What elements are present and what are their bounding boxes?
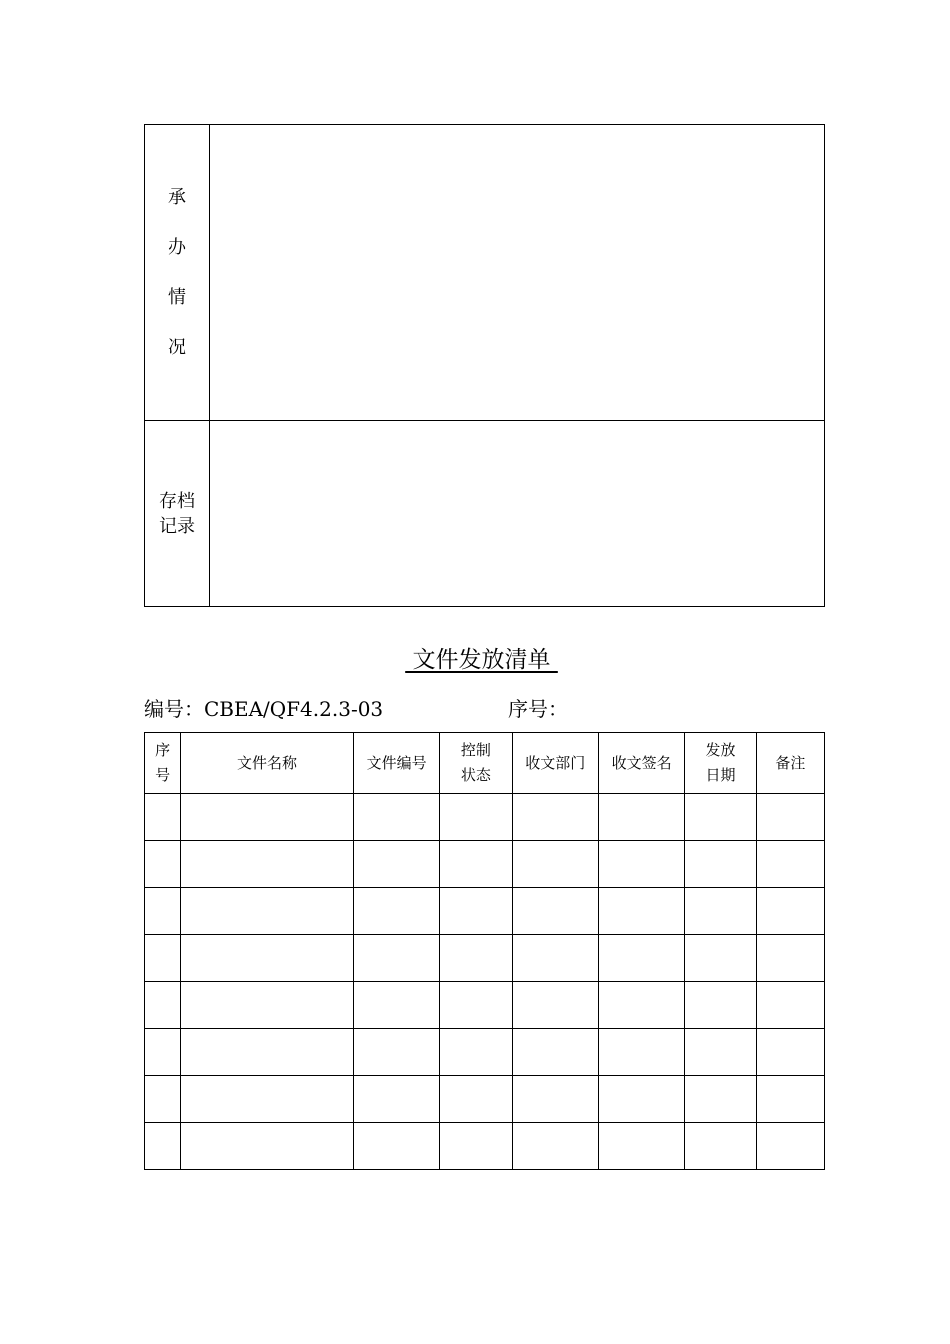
table-row: [145, 888, 825, 935]
header-receiving-dept: 收文部门: [512, 733, 598, 794]
archive-label: [145, 489, 209, 539]
cell-file-name[interactable]: [181, 1076, 354, 1123]
cell-receiving-dept[interactable]: [512, 1076, 598, 1123]
cell-receiver-signature[interactable]: [598, 841, 684, 888]
handling-label-char: 况: [168, 336, 186, 358]
archive-label-line: 存档: [159, 490, 195, 512]
cell-control-status[interactable]: [440, 794, 512, 841]
cell-file-name[interactable]: [181, 794, 354, 841]
document-title: [0, 644, 950, 676]
table-row: [145, 794, 825, 841]
cell-seq[interactable]: [145, 888, 181, 935]
cell-issue-date[interactable]: [685, 888, 756, 935]
archive-label-line: 记录: [159, 515, 195, 537]
cell-receiving-dept[interactable]: [512, 794, 598, 841]
handling-label-char: 情: [168, 286, 186, 308]
cell-file-number[interactable]: [353, 794, 439, 841]
header-receiver-signature: 收文签名: [598, 733, 684, 794]
cell-issue-date[interactable]: [685, 935, 756, 982]
header-control-status: [440, 733, 512, 794]
cell-seq[interactable]: [145, 935, 181, 982]
cell-seq[interactable]: [145, 1076, 181, 1123]
cell-receiver-signature[interactable]: [598, 888, 684, 935]
handling-label-char: 办: [168, 236, 186, 258]
cell-receiver-signature[interactable]: [598, 1029, 684, 1076]
cell-remarks[interactable]: [756, 982, 824, 1029]
cell-file-number[interactable]: [353, 888, 439, 935]
header-seq-line: 序: [155, 741, 171, 759]
cell-issue-date[interactable]: [685, 1123, 756, 1170]
cell-issue-date[interactable]: [685, 841, 756, 888]
cell-control-status[interactable]: [440, 1029, 512, 1076]
cell-file-name[interactable]: [181, 841, 354, 888]
header-control-status-line: 状态: [460, 766, 491, 784]
cell-remarks[interactable]: [756, 935, 824, 982]
cell-receiver-signature[interactable]: [598, 935, 684, 982]
cell-file-number[interactable]: [353, 935, 439, 982]
cell-remarks[interactable]: [756, 888, 824, 935]
cell-receiving-dept[interactable]: [512, 841, 598, 888]
header-control-status-line: 控制: [460, 741, 491, 759]
cell-receiving-dept[interactable]: [512, 1123, 598, 1170]
cell-seq[interactable]: [145, 841, 181, 888]
cell-file-name[interactable]: [181, 1123, 354, 1170]
cell-receiving-dept[interactable]: [512, 888, 598, 935]
distribution-table-body: [145, 794, 825, 1170]
archive-label-cell: [145, 421, 210, 607]
cell-remarks[interactable]: [756, 1076, 824, 1123]
cell-seq[interactable]: [145, 982, 181, 1029]
table-row: [145, 935, 825, 982]
cell-file-name[interactable]: [181, 888, 354, 935]
header-seq-line: 号: [155, 766, 171, 784]
cell-issue-date[interactable]: [685, 1029, 756, 1076]
serial-number: 序号：: [508, 697, 568, 721]
cell-file-number[interactable]: [353, 1076, 439, 1123]
cell-file-name[interactable]: [181, 935, 354, 982]
table-row: [145, 841, 825, 888]
handling-label: [145, 187, 209, 359]
archive-content-cell[interactable]: [210, 421, 825, 607]
document-number: 编号：CBEA/QF4.2.3-03: [144, 697, 384, 721]
table-row: [145, 982, 825, 1029]
table-row: [145, 1029, 825, 1076]
cell-file-number[interactable]: [353, 1029, 439, 1076]
header-issue-date-line: 发放: [705, 741, 736, 759]
document-title-text: 文件发放清单: [405, 647, 558, 673]
header-file-name: 文件名称: [181, 733, 354, 794]
record-table: [144, 124, 825, 607]
cell-seq[interactable]: [145, 1029, 181, 1076]
cell-control-status[interactable]: [440, 1123, 512, 1170]
handling-label-char: 承: [168, 186, 186, 208]
cell-seq[interactable]: [145, 1123, 181, 1170]
distribution-table: [144, 732, 825, 1170]
cell-receiver-signature[interactable]: [598, 1076, 684, 1123]
handling-row: [145, 125, 825, 421]
header-issue-date-line: 日期: [705, 766, 736, 784]
cell-file-number[interactable]: [353, 841, 439, 888]
cell-receiving-dept[interactable]: [512, 1029, 598, 1076]
handling-label-cell: [145, 125, 210, 421]
cell-receiver-signature[interactable]: [598, 982, 684, 1029]
cell-remarks[interactable]: [756, 841, 824, 888]
cell-receiving-dept[interactable]: [512, 982, 598, 1029]
cell-control-status[interactable]: [440, 982, 512, 1029]
header-seq: [145, 733, 181, 794]
cell-file-name[interactable]: [181, 982, 354, 1029]
table-row: [145, 1076, 825, 1123]
cell-issue-date[interactable]: [685, 1076, 756, 1123]
cell-control-status[interactable]: [440, 888, 512, 935]
archive-row: [145, 421, 825, 607]
cell-remarks[interactable]: [756, 1029, 824, 1076]
cell-remarks[interactable]: [756, 794, 824, 841]
cell-receiving-dept[interactable]: [512, 935, 598, 982]
cell-file-number[interactable]: [353, 982, 439, 1029]
handling-content-cell[interactable]: [210, 125, 825, 421]
cell-file-name[interactable]: [181, 1029, 354, 1076]
cell-issue-date[interactable]: [685, 982, 756, 1029]
cell-issue-date[interactable]: [685, 794, 756, 841]
cell-control-status[interactable]: [440, 841, 512, 888]
cell-seq[interactable]: [145, 794, 181, 841]
table-header-row: [145, 733, 825, 794]
table-row: [145, 1123, 825, 1170]
cell-receiver-signature[interactable]: [598, 1123, 684, 1170]
header-issue-date: [685, 733, 756, 794]
cell-remarks[interactable]: [756, 1123, 824, 1170]
header-remarks: 备注: [756, 733, 824, 794]
header-file-number: 文件编号: [353, 733, 439, 794]
cell-file-number[interactable]: [353, 1123, 439, 1170]
cell-receiver-signature[interactable]: [598, 794, 684, 841]
cell-control-status[interactable]: [440, 935, 512, 982]
cell-control-status[interactable]: [440, 1076, 512, 1123]
